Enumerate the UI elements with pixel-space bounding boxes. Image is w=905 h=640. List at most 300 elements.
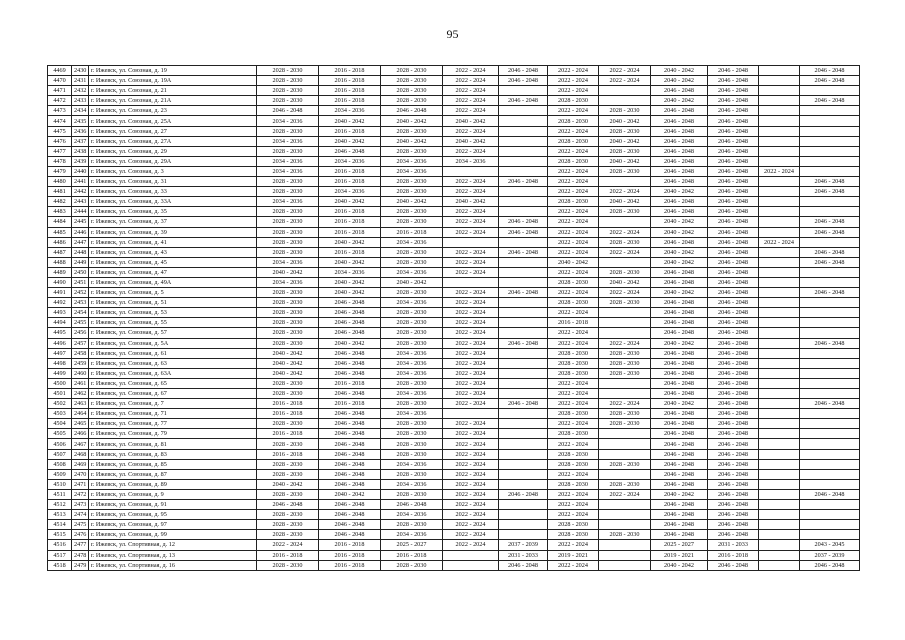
period-cell: 2046 - 2048 xyxy=(708,338,759,348)
period-cell: 2046 - 2048 xyxy=(708,116,759,126)
period-cell xyxy=(599,86,651,96)
number-cell: 2467 xyxy=(72,439,89,449)
period-cell: 2046 - 2048 xyxy=(319,308,381,318)
period-cell xyxy=(800,328,860,338)
period-cell: 2040 - 2042 xyxy=(319,116,381,126)
period-cell: 2022 - 2024 xyxy=(443,227,499,237)
table-row xyxy=(48,358,860,368)
number-cell: 2440 xyxy=(72,166,89,176)
address-cell: г. Ижевск, ул. Союзная, д. 21А xyxy=(89,96,257,106)
period-cell: 2040 - 2042 xyxy=(651,560,708,570)
period-cell: 2028 - 2030 xyxy=(257,308,319,318)
period-cell: 2016 - 2018 xyxy=(319,96,381,106)
period-cell: 2046 - 2048 xyxy=(800,247,860,257)
number-cell: 2456 xyxy=(72,328,89,338)
table-row xyxy=(48,419,860,429)
period-cell xyxy=(443,550,499,560)
period-cell: 2028 - 2030 xyxy=(381,439,443,449)
period-cell: 2022 - 2024 xyxy=(443,540,499,550)
period-cell: 2022 - 2024 xyxy=(443,520,499,530)
number-cell: 2446 xyxy=(72,227,89,237)
period-cell: 2046 - 2048 xyxy=(708,197,759,207)
table-row xyxy=(48,116,860,126)
period-cell xyxy=(499,358,548,368)
period-cell: 2046 - 2048 xyxy=(319,358,381,368)
period-cell: 2028 - 2030 xyxy=(257,469,319,479)
period-cell: 2046 - 2048 xyxy=(651,156,708,166)
number-cell: 2460 xyxy=(72,368,89,378)
table-row xyxy=(48,459,860,469)
number-cell: 2434 xyxy=(72,106,89,116)
period-cell xyxy=(800,86,860,96)
period-cell xyxy=(599,177,651,187)
period-cell: 2034 - 2036 xyxy=(381,368,443,378)
period-cell xyxy=(499,439,548,449)
period-cell: 2046 - 2048 xyxy=(319,318,381,328)
period-cell: 2046 - 2048 xyxy=(381,500,443,510)
period-cell: 2034 - 2036 xyxy=(319,187,381,197)
period-cell: 2046 - 2048 xyxy=(499,247,548,257)
period-cell: 2046 - 2048 xyxy=(800,227,860,237)
period-cell: 2040 - 2042 xyxy=(651,76,708,86)
number-cell: 4469 xyxy=(48,66,72,76)
period-cell xyxy=(800,308,860,318)
period-cell: 2046 - 2048 xyxy=(319,368,381,378)
period-cell: 2046 - 2048 xyxy=(800,560,860,570)
number-cell: 2453 xyxy=(72,298,89,308)
period-cell: 2022 - 2024 xyxy=(548,489,599,499)
number-cell: 4500 xyxy=(48,378,72,388)
number-cell: 2457 xyxy=(72,338,89,348)
address-cell: г. Ижевск, ул. Союзная, д. 29 xyxy=(89,146,257,156)
number-cell: 2466 xyxy=(72,429,89,439)
number-cell: 4493 xyxy=(48,308,72,318)
period-cell: 2034 - 2036 xyxy=(381,510,443,520)
number-cell: 4499 xyxy=(48,368,72,378)
period-cell: 2046 - 2048 xyxy=(708,348,759,358)
period-cell: 2046 - 2048 xyxy=(499,560,548,570)
table-row xyxy=(48,510,860,520)
period-cell: 2028 - 2030 xyxy=(548,358,599,368)
period-cell: 2022 - 2024 xyxy=(759,166,800,176)
period-cell: 2016 - 2018 xyxy=(708,550,759,560)
period-cell xyxy=(759,469,800,479)
period-cell xyxy=(800,389,860,399)
period-cell xyxy=(599,389,651,399)
period-cell: 2040 - 2042 xyxy=(651,338,708,348)
period-cell: 2040 - 2042 xyxy=(443,116,499,126)
period-cell xyxy=(499,156,548,166)
table-row xyxy=(48,308,860,318)
period-cell: 2046 - 2048 xyxy=(319,146,381,156)
period-cell: 2016 - 2018 xyxy=(381,227,443,237)
period-cell: 2034 - 2036 xyxy=(257,257,319,267)
period-cell: 2046 - 2048 xyxy=(708,267,759,277)
period-cell: 2040 - 2042 xyxy=(651,227,708,237)
period-cell: 2028 - 2030 xyxy=(381,146,443,156)
period-cell: 2025 - 2027 xyxy=(651,540,708,550)
period-cell: 2046 - 2048 xyxy=(708,520,759,530)
period-cell: 2034 - 2036 xyxy=(381,409,443,419)
period-cell: 2046 - 2048 xyxy=(319,298,381,308)
period-cell xyxy=(759,106,800,116)
period-cell: 2022 - 2024 xyxy=(548,308,599,318)
period-cell: 2022 - 2024 xyxy=(443,358,499,368)
number-cell: 2459 xyxy=(72,358,89,368)
address-cell: г. Ижевск, ул. Союзная, д. 5 xyxy=(89,288,257,298)
period-cell: 2022 - 2024 xyxy=(548,469,599,479)
period-cell: 2016 - 2018 xyxy=(319,86,381,96)
period-cell: 2022 - 2024 xyxy=(599,187,651,197)
number-cell: 4489 xyxy=(48,267,72,277)
period-cell: 2046 - 2048 xyxy=(708,459,759,469)
period-cell: 2034 - 2036 xyxy=(257,136,319,146)
period-cell: 2046 - 2048 xyxy=(651,520,708,530)
table-row xyxy=(48,156,860,166)
period-cell: 2022 - 2024 xyxy=(548,146,599,156)
period-cell: 2046 - 2048 xyxy=(708,96,759,106)
period-cell xyxy=(759,116,800,126)
period-cell: 2031 - 2033 xyxy=(499,550,548,560)
table-row xyxy=(48,540,860,550)
period-cell: 2040 - 2042 xyxy=(319,237,381,247)
period-cell: 2016 - 2018 xyxy=(319,540,381,550)
number-cell: 4509 xyxy=(48,469,72,479)
period-cell: 2046 - 2048 xyxy=(708,166,759,176)
period-cell: 2040 - 2042 xyxy=(599,116,651,126)
period-cell: 2046 - 2048 xyxy=(319,439,381,449)
address-cell: г. Ижевск, ул. Союзная, д. 77 xyxy=(89,419,257,429)
period-cell: 2046 - 2048 xyxy=(319,520,381,530)
period-cell xyxy=(800,378,860,388)
period-cell: 2022 - 2024 xyxy=(443,177,499,187)
period-cell xyxy=(499,520,548,530)
number-cell: 4498 xyxy=(48,358,72,368)
period-cell: 2028 - 2030 xyxy=(381,378,443,388)
period-cell xyxy=(759,197,800,207)
period-cell: 2016 - 2018 xyxy=(257,550,319,560)
period-cell xyxy=(499,348,548,358)
period-cell: 2028 - 2030 xyxy=(599,106,651,116)
period-cell: 2046 - 2048 xyxy=(319,500,381,510)
period-cell: 2022 - 2024 xyxy=(443,489,499,499)
table-row xyxy=(48,177,860,187)
period-cell: 2022 - 2024 xyxy=(548,237,599,247)
period-cell xyxy=(759,348,800,358)
period-cell: 2016 - 2018 xyxy=(319,217,381,227)
period-cell: 2028 - 2030 xyxy=(381,76,443,86)
number-cell: 4491 xyxy=(48,288,72,298)
period-cell: 2046 - 2048 xyxy=(319,479,381,489)
number-cell: 2430 xyxy=(72,66,89,76)
number-cell: 2474 xyxy=(72,510,89,520)
period-cell xyxy=(759,146,800,156)
table-row xyxy=(48,197,860,207)
period-cell: 2046 - 2048 xyxy=(319,469,381,479)
period-cell xyxy=(759,489,800,499)
table-row xyxy=(48,207,860,217)
period-cell xyxy=(800,469,860,479)
period-cell: 2022 - 2024 xyxy=(443,267,499,277)
address-cell: г. Ижевск, ул. Союзная, д. 41 xyxy=(89,237,257,247)
period-cell: 2040 - 2042 xyxy=(381,116,443,126)
address-cell: г. Ижевск, ул. Союзная, д. 35 xyxy=(89,207,257,217)
table-row xyxy=(48,288,860,298)
period-cell: 2022 - 2024 xyxy=(443,449,499,459)
period-cell: 2040 - 2042 xyxy=(651,187,708,197)
period-cell: 2040 - 2042 xyxy=(319,288,381,298)
table-row xyxy=(48,237,860,247)
period-cell xyxy=(443,560,499,570)
period-cell: 2046 - 2048 xyxy=(708,429,759,439)
address-cell: г. Ижевск, ул. Союзная, д. 91 xyxy=(89,500,257,510)
period-cell xyxy=(800,126,860,136)
period-cell: 2016 - 2018 xyxy=(319,227,381,237)
period-cell: 2046 - 2048 xyxy=(708,368,759,378)
period-cell xyxy=(443,166,499,176)
period-cell xyxy=(499,419,548,429)
address-cell: г. Ижевск, ул. Союзная, д. 29А xyxy=(89,156,257,166)
period-cell: 2022 - 2024 xyxy=(443,439,499,449)
period-cell: 2028 - 2030 xyxy=(599,479,651,489)
period-cell xyxy=(759,328,800,338)
period-cell xyxy=(800,429,860,439)
period-cell: 2046 - 2048 xyxy=(708,136,759,146)
address-cell: г. Ижевск, ул. Союзная, д. 51 xyxy=(89,298,257,308)
period-cell xyxy=(499,136,548,146)
address-cell: г. Ижевск, ул. Союзная, д. 7 xyxy=(89,399,257,409)
period-cell: 2046 - 2048 xyxy=(651,86,708,96)
period-cell: 2046 - 2048 xyxy=(708,399,759,409)
period-cell: 2016 - 2018 xyxy=(319,207,381,217)
period-cell xyxy=(759,217,800,227)
period-cell: 2046 - 2048 xyxy=(319,328,381,338)
period-cell xyxy=(443,409,499,419)
address-cell: г. Ижевск, ул. Союзная, д. 63 xyxy=(89,358,257,368)
period-cell: 2046 - 2048 xyxy=(708,318,759,328)
period-cell: 2040 - 2042 xyxy=(651,489,708,499)
period-cell: 2034 - 2036 xyxy=(381,156,443,166)
period-cell: 2046 - 2048 xyxy=(708,489,759,499)
period-cell: 2046 - 2048 xyxy=(800,76,860,86)
table-row xyxy=(48,368,860,378)
number-cell: 2472 xyxy=(72,489,89,499)
period-cell: 2028 - 2030 xyxy=(599,166,651,176)
period-cell: 2034 - 2036 xyxy=(257,197,319,207)
period-cell: 2022 - 2024 xyxy=(548,187,599,197)
address-cell: г. Ижевск, ул. Союзная, д. 79 xyxy=(89,429,257,439)
table-row xyxy=(48,429,860,439)
period-cell: 2028 - 2030 xyxy=(599,146,651,156)
period-cell: 2046 - 2048 xyxy=(708,76,759,86)
period-cell: 2046 - 2048 xyxy=(708,308,759,318)
period-cell xyxy=(759,227,800,237)
period-cell: 2046 - 2048 xyxy=(381,106,443,116)
period-cell: 2046 - 2048 xyxy=(319,459,381,469)
number-cell: 4503 xyxy=(48,409,72,419)
number-cell: 4487 xyxy=(48,247,72,257)
number-cell: 2461 xyxy=(72,378,89,388)
number-cell: 4485 xyxy=(48,227,72,237)
period-cell xyxy=(499,429,548,439)
number-cell: 2475 xyxy=(72,520,89,530)
number-cell: 4504 xyxy=(48,419,72,429)
period-cell: 2040 - 2042 xyxy=(257,348,319,358)
period-cell: 2046 - 2048 xyxy=(651,166,708,176)
period-cell: 2046 - 2048 xyxy=(800,187,860,197)
table-row xyxy=(48,136,860,146)
period-cell: 2028 - 2030 xyxy=(257,177,319,187)
period-cell xyxy=(800,510,860,520)
period-cell: 2046 - 2048 xyxy=(651,500,708,510)
number-cell: 4492 xyxy=(48,298,72,308)
period-cell: 2046 - 2048 xyxy=(800,217,860,227)
period-cell xyxy=(759,318,800,328)
address-cell: г. Ижевск, ул. Союзная, д. 33 xyxy=(89,187,257,197)
period-cell xyxy=(499,237,548,247)
period-cell: 2022 - 2024 xyxy=(599,399,651,409)
address-cell: г. Ижевск, ул. Союзная, д. 65 xyxy=(89,378,257,388)
period-cell: 2040 - 2042 xyxy=(257,358,319,368)
address-cell: г. Ижевск, ул. Союзная, д. 95 xyxy=(89,510,257,520)
period-cell: 2043 - 2045 xyxy=(800,540,860,550)
number-cell: 4482 xyxy=(48,197,72,207)
table-row xyxy=(48,469,860,479)
period-cell xyxy=(759,66,800,76)
period-cell: 2046 - 2048 xyxy=(708,227,759,237)
period-cell: 2016 - 2018 xyxy=(548,318,599,328)
period-cell xyxy=(759,86,800,96)
period-cell: 2022 - 2024 xyxy=(443,419,499,429)
period-cell: 2028 - 2030 xyxy=(381,429,443,439)
number-cell: 2448 xyxy=(72,247,89,257)
period-cell xyxy=(499,166,548,176)
period-cell: 2022 - 2024 xyxy=(599,338,651,348)
period-cell: 2028 - 2030 xyxy=(381,86,443,96)
period-cell xyxy=(499,187,548,197)
period-cell xyxy=(499,328,548,338)
period-cell: 2022 - 2024 xyxy=(599,76,651,86)
period-cell: 2022 - 2024 xyxy=(443,378,499,388)
period-cell xyxy=(800,277,860,287)
period-cell: 2040 - 2042 xyxy=(599,156,651,166)
period-cell xyxy=(759,500,800,510)
period-cell: 2028 - 2030 xyxy=(257,217,319,227)
number-cell: 2470 xyxy=(72,469,89,479)
period-cell: 2022 - 2024 xyxy=(443,348,499,358)
period-cell: 2028 - 2030 xyxy=(257,489,319,499)
period-cell: 2028 - 2030 xyxy=(381,126,443,136)
period-cell: 2037 - 2039 xyxy=(800,550,860,560)
period-cell: 2022 - 2024 xyxy=(443,96,499,106)
period-cell: 2022 - 2024 xyxy=(443,389,499,399)
table-row xyxy=(48,227,860,237)
period-cell xyxy=(499,106,548,116)
period-cell xyxy=(759,378,800,388)
period-cell: 2046 - 2048 xyxy=(708,378,759,388)
number-cell: 2451 xyxy=(72,277,89,287)
period-cell: 2034 - 2036 xyxy=(257,166,319,176)
period-cell: 2028 - 2030 xyxy=(381,399,443,409)
table-row xyxy=(48,550,860,560)
period-cell: 2028 - 2030 xyxy=(381,338,443,348)
period-cell xyxy=(759,247,800,257)
period-cell xyxy=(759,459,800,469)
number-cell: 4505 xyxy=(48,429,72,439)
period-cell: 2022 - 2024 xyxy=(548,500,599,510)
period-cell: 2028 - 2030 xyxy=(257,126,319,136)
period-cell xyxy=(599,449,651,459)
period-cell: 2046 - 2048 xyxy=(708,560,759,570)
period-cell: 2046 - 2048 xyxy=(319,419,381,429)
period-cell xyxy=(800,449,860,459)
period-cell: 2028 - 2030 xyxy=(548,520,599,530)
period-cell: 2028 - 2030 xyxy=(381,520,443,530)
period-cell xyxy=(499,298,548,308)
period-cell: 2022 - 2024 xyxy=(548,247,599,257)
number-cell: 2479 xyxy=(72,560,89,570)
period-cell: 2022 - 2024 xyxy=(599,489,651,499)
period-cell xyxy=(800,500,860,510)
number-cell: 4473 xyxy=(48,106,72,116)
number-cell: 4497 xyxy=(48,348,72,358)
period-cell: 2028 - 2030 xyxy=(599,298,651,308)
period-cell: 2040 - 2042 xyxy=(651,66,708,76)
period-cell: 2046 - 2048 xyxy=(651,237,708,247)
period-cell: 2046 - 2048 xyxy=(708,358,759,368)
period-cell: 2028 - 2030 xyxy=(257,520,319,530)
table-row xyxy=(48,187,860,197)
period-cell: 2046 - 2048 xyxy=(800,66,860,76)
period-cell: 2022 - 2024 xyxy=(548,288,599,298)
period-cell: 2046 - 2048 xyxy=(499,338,548,348)
period-cell: 2046 - 2048 xyxy=(708,156,759,166)
number-cell: 2436 xyxy=(72,126,89,136)
table-row xyxy=(48,489,860,499)
period-cell: 2034 - 2036 xyxy=(381,459,443,469)
period-cell xyxy=(800,479,860,489)
period-cell xyxy=(759,308,800,318)
period-cell: 2046 - 2048 xyxy=(708,510,759,520)
address-cell: г. Ижевск, ул. Спортивная, д. 12 xyxy=(89,540,257,550)
period-cell: 2028 - 2030 xyxy=(257,76,319,86)
period-cell xyxy=(800,207,860,217)
period-cell xyxy=(759,156,800,166)
address-cell: г. Ижевск, ул. Союзная, д. 27А xyxy=(89,136,257,146)
period-cell: 2028 - 2030 xyxy=(257,207,319,217)
table-row xyxy=(48,146,860,156)
period-cell xyxy=(800,156,860,166)
table-row xyxy=(48,166,860,176)
period-cell xyxy=(800,459,860,469)
number-cell: 4518 xyxy=(48,560,72,570)
period-cell: 2046 - 2048 xyxy=(651,358,708,368)
number-cell: 2447 xyxy=(72,237,89,247)
period-cell: 2019 - 2021 xyxy=(548,550,599,560)
period-cell: 2040 - 2042 xyxy=(381,197,443,207)
period-cell: 2022 - 2024 xyxy=(443,247,499,257)
period-cell xyxy=(599,510,651,520)
period-cell: 2040 - 2042 xyxy=(319,136,381,146)
period-cell xyxy=(759,298,800,308)
period-cell xyxy=(443,277,499,287)
number-cell: 4495 xyxy=(48,328,72,338)
number-cell: 4480 xyxy=(48,177,72,187)
period-cell xyxy=(800,237,860,247)
number-cell: 4510 xyxy=(48,479,72,489)
period-cell: 2022 - 2024 xyxy=(548,510,599,520)
number-cell: 4474 xyxy=(48,116,72,126)
